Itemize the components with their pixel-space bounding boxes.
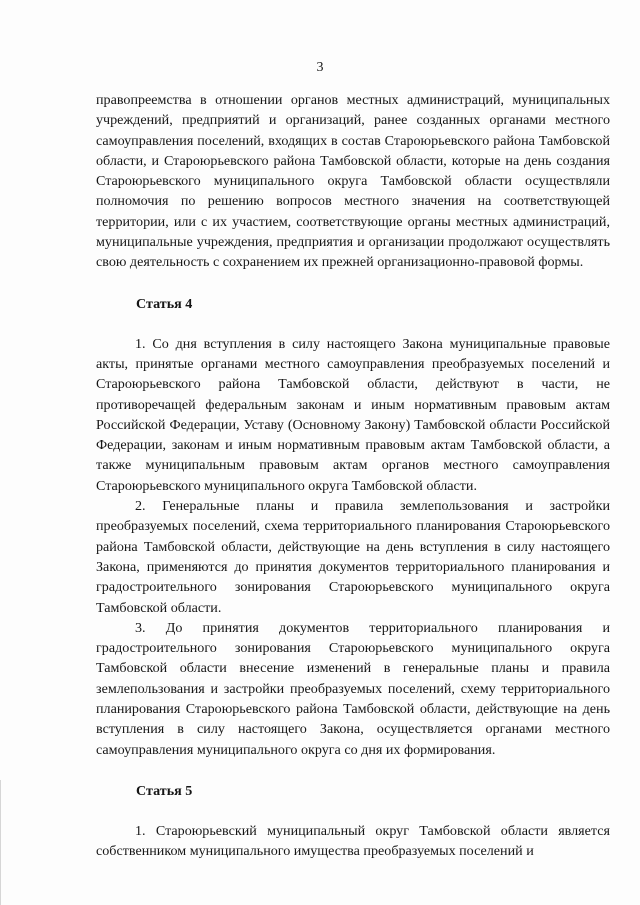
article-5-heading: Статья 5 <box>136 782 193 799</box>
intro-paragraph: правопреемства в отношении органов местных администраций, муниципальных учреждений, предприятий и организаций, ранее созданных органами местного самоуправления поселений, входящих в состав Староюрьевского района Тамбовской области, и Староюрьевского района Тамбовской области, которые на день создания Староюрьевского муниципального округа Тамбовской области осуществляли полномочия по решению вопросов местного значения на соответствующей территории, или с их участием, соответствующие органы местных администраций, муниципальные учреждения, предприятия и организации продолжают осуществлять свою деятельность с сохранением их прежней организационно-правовой формы. <box>96 92 610 271</box>
spacer <box>96 760 610 781</box>
article-5-paragraph-1: 1. Староюрьевский муниципальный округ Тамбовской области является собственником муниципального имущества преобразуемых поселений и <box>96 822 610 860</box>
document-body <box>96 90 610 862</box>
article-4-paragraph-2: 2. Генеральные планы и правила землепользования и застройки преобразуемых поселений, схема территориального планирования Староюрьевского района Тамбовской области, действующие на день вступления в силу настоящего Закона, применяются до принятия документов территориального планирования и градостроительного зонирования Староюрьевского муниципального округа Тамбовской области. <box>96 498 610 616</box>
article-4-heading: Статья 4 <box>136 295 193 312</box>
spacer <box>96 314 610 334</box>
spacer <box>96 273 610 294</box>
article-4-paragraph-1: 1. Со дня вступления в силу настоящего Закона муниципальные правовые акты, принятые органами местного самоуправления преобразуемых поселений и Староюрьевского района Тамбовской области, действуют в части, не противоречащей федеральным законам и иным нормативным правовым актам Российской Федерации, Уставу (Основному Закону) Тамбовской области Российской Федерации, законам и иным нормативным правовым актам Тамбовской области, а также муниципальным правовым актам органов местного самоуправления Староюрьевского муниципального округа Тамбовской области. <box>96 335 610 494</box>
scan-edge-line <box>0 780 1 905</box>
page-number: 3 <box>316 60 324 75</box>
article-4-paragraph-3: 3. До принятия документов территориального планирования и градостроительного зонирования Староюрьевского муниципального округа Тамбовской области внесение изменений в генеральные планы и правила землепользования и застройки преобразуемых поселений, схему территориального планирования Староюрьевского района Тамбовской области, действующие на день вступления в силу настоящего Закона, осуществляется органами местного самоуправления муниципального округа со дня их формирования. <box>96 619 610 758</box>
spacer <box>96 801 610 821</box>
